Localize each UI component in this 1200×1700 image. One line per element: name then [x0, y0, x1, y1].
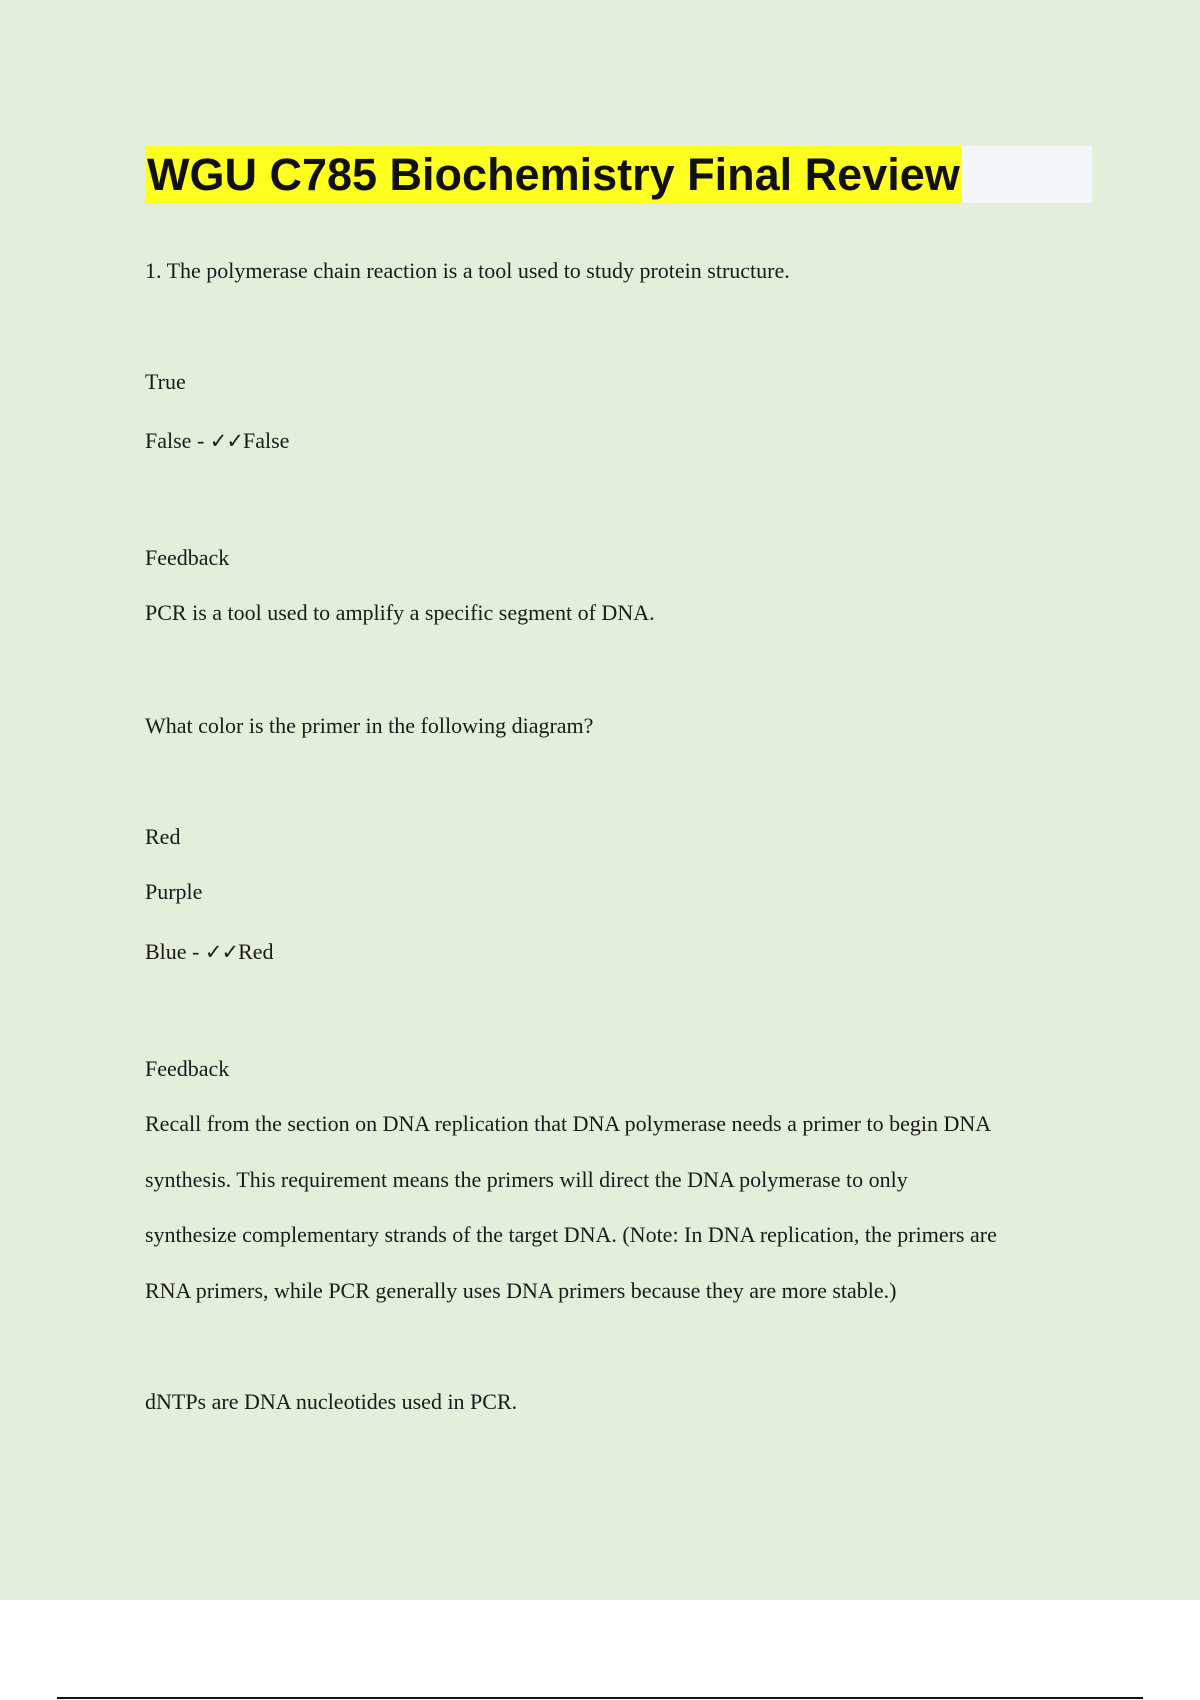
- question-2-option-red: Red: [145, 824, 181, 849]
- document-title: WGU C785 Biochemistry Final Review: [145, 146, 962, 203]
- feedback-text-line: Recall from the section on DNA replication that DNA polymerase needs a primer to begin DNA: [145, 1111, 992, 1136]
- footer-divider: [57, 1697, 1143, 1699]
- question-2-text: What color is the primer in the following diagram?: [145, 713, 594, 738]
- option-label: Blue -: [145, 939, 205, 964]
- feedback-heading: Feedback: [145, 545, 230, 570]
- feedback-text: PCR is a tool used to amplify a specific segment of DNA.: [145, 600, 655, 625]
- double-check-icon: ✓✓: [209, 429, 243, 453]
- correct-answer: Red: [238, 939, 274, 964]
- option-label: False -: [145, 428, 210, 453]
- correct-answer: False: [242, 428, 290, 453]
- feedback-text-line: RNA primers, while PCR generally uses DNA primers because they are more stable.): [145, 1278, 897, 1303]
- feedback-heading: Feedback: [145, 1056, 230, 1081]
- feedback-text-line: synthesis. This requirement means the primers will direct the DNA polymerase to only: [145, 1167, 908, 1192]
- question-2-option-blue: [145, 939, 274, 965]
- question-3-text: dNTPs are DNA nucleotides used in PCR.: [145, 1389, 518, 1414]
- question-1-option-false: [145, 428, 289, 454]
- question-2-option-purple: Purple: [145, 879, 203, 904]
- question-1-text: 1. The polymerase chain reaction is a tool used to study protein structure.: [145, 258, 790, 283]
- double-check-icon: ✓✓: [204, 940, 239, 964]
- feedback-text-line: synthesize complementary strands of the target DNA. (Note: In DNA replication, the primers are: [145, 1222, 997, 1247]
- question-1-option-true: True: [145, 369, 186, 394]
